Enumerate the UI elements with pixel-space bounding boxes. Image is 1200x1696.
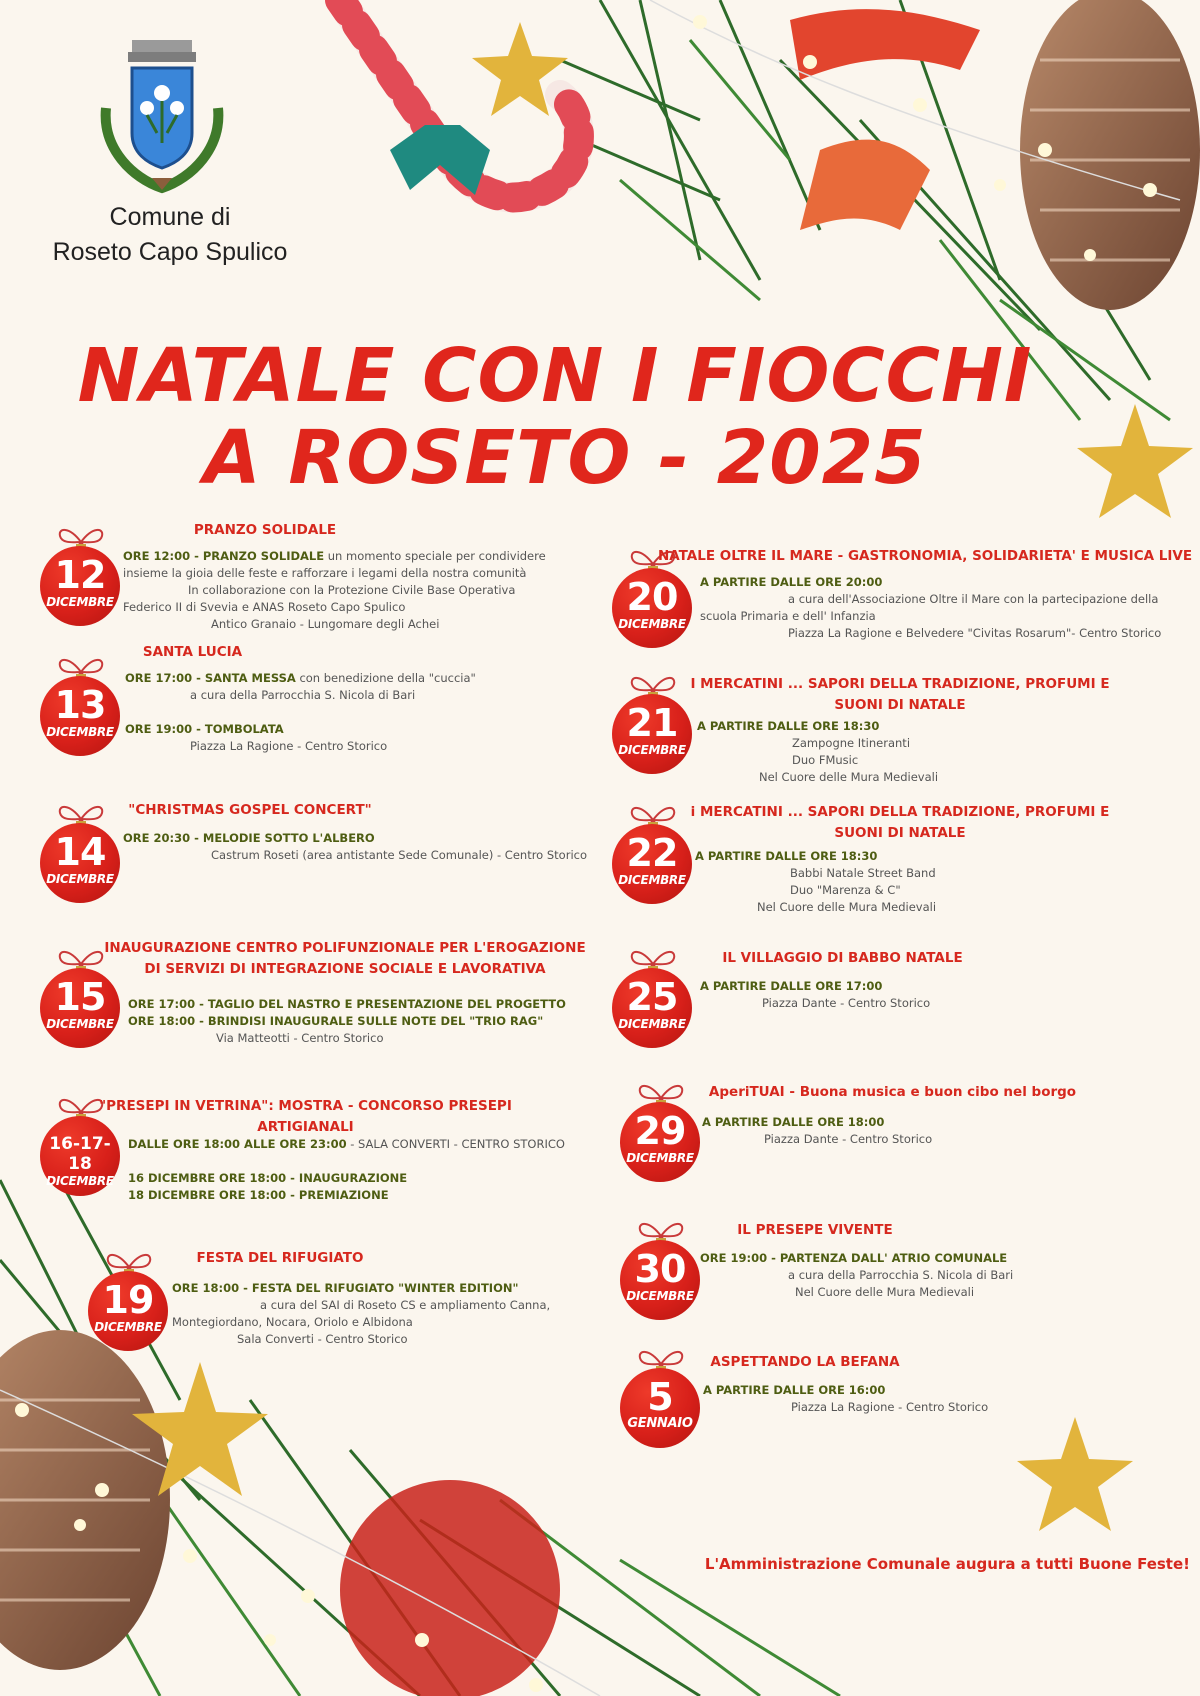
- date-month: DICEMBRE: [618, 743, 686, 757]
- event-title-line: AperiTUAI - Buona musica e buon cibo nel borgo: [708, 1084, 1077, 1100]
- date-ornament: [40, 652, 122, 760]
- event-time: 16 DICEMBRE ORE 18:00 - INAUGURAZIONE: [128, 1171, 408, 1185]
- event-text: Federico II di Svevia e ANAS Roseto Capo Spulico: [123, 600, 406, 614]
- event-time: DALLE ORE 18:00 ALLE ORE 23:00: [128, 1137, 347, 1151]
- event-title: [85, 938, 605, 980]
- event-detail-line: [128, 1187, 565, 1204]
- event-title-line: FESTA DEL RIFUGIATO: [196, 1250, 364, 1266]
- event-detail-line: [123, 830, 587, 847]
- event-time: A PARTIRE DALLE ORE 20:00: [700, 575, 883, 589]
- event-text: Zampogne Itineranti: [792, 736, 911, 750]
- event-details: [128, 1136, 565, 1204]
- date-month: GENNAIO: [627, 1416, 693, 1431]
- date-ball: [40, 546, 120, 626]
- event-time: ORE 12:00 - PRANZO SOLIDALE: [123, 549, 325, 563]
- event-time: A PARTIRE DALLE ORE 18:00: [702, 1115, 885, 1129]
- event-detail-line: [695, 848, 936, 865]
- date-month: DICEMBRE: [46, 725, 114, 739]
- event-text: Piazza La Ragione - Centro Storico: [190, 739, 388, 753]
- page-title: [0, 335, 1110, 499]
- title-line1: NATALE CON I FIOCCHI: [77, 333, 1033, 419]
- date-month: DICEMBRE: [618, 873, 686, 887]
- event-detail-line: [128, 996, 566, 1013]
- event-time: A PARTIRE DALLE ORE 18:30: [695, 849, 878, 863]
- event-detail-line: [695, 899, 936, 916]
- event-title-line: "CHRISTMAS GOSPEL CONCERT": [128, 802, 372, 818]
- event-text: a cura dell'Associazione Oltre il Mare con la partecipazione della: [788, 592, 1159, 606]
- event-time: A PARTIRE DALLE ORE 16:00: [703, 1383, 886, 1397]
- event-title-line: I MERCATINI ... SAPORI DELLA TRADIZIONE, PROFUMI E: [690, 676, 1110, 692]
- event-text: Piazza La Ragione e Belvedere "Civitas Rosarum"- Centro Storico: [788, 626, 1162, 640]
- gold-star-icon: [470, 20, 570, 120]
- event-details: [703, 1382, 988, 1416]
- event-text: un momento speciale per condividere: [324, 549, 546, 563]
- event-detail-line: [128, 1153, 565, 1170]
- date-ball: [40, 676, 120, 756]
- date-ball: [620, 1368, 700, 1448]
- event-text: - SALA CONVERTI - CENTRO STORICO: [346, 1137, 565, 1151]
- event-detail-line: [123, 548, 546, 565]
- event-title-line: IL VILLAGGIO DI BABBO NATALE: [722, 950, 963, 966]
- date-ball: [620, 1240, 700, 1320]
- event-detail-line: [697, 718, 938, 735]
- event-title: [685, 1220, 945, 1241]
- event-title-line: i MERCATINI ... SAPORI DELLA TRADIZIONE, PROFUMI E: [690, 804, 1110, 820]
- event-text: Nel Cuore delle Mura Medievali: [757, 900, 937, 914]
- event-detail-line: [125, 721, 476, 738]
- event-title-line: ASPETTANDO LA BEFANA: [710, 1354, 900, 1370]
- event-text: Montegiordano, Nocara, Oriolo e Albidona: [172, 1315, 413, 1329]
- event-details: [123, 830, 587, 864]
- event-detail-line: [700, 608, 1161, 625]
- event-detail-line: [123, 565, 546, 582]
- event-detail-line: [125, 738, 476, 755]
- event-title-line: DI SERVIZI DI INTEGRAZIONE SOCIALE E LAVORATIVA: [144, 961, 546, 977]
- event-title: [675, 948, 1010, 969]
- date-month: DICEMBRE: [618, 1017, 686, 1031]
- event-details: [702, 1114, 932, 1148]
- event-detail-line: [125, 704, 476, 721]
- event-detail-line: [695, 882, 936, 899]
- event-details: [700, 574, 1161, 642]
- event-detail-line: [172, 1331, 550, 1348]
- event-detail-line: [703, 1382, 988, 1399]
- event-detail-line: [123, 616, 546, 633]
- event-title: [655, 802, 1145, 844]
- event-title: [140, 1248, 420, 1269]
- municipality-name: [20, 200, 320, 270]
- event-title: [685, 1352, 925, 1373]
- event-text: Piazza Dante - Centro Storico: [764, 1132, 933, 1146]
- date-ball: [620, 1102, 700, 1182]
- date-day: 15: [54, 975, 106, 1019]
- date-day: 25: [626, 975, 678, 1019]
- event-title-line: SUONI DI NATALE: [834, 825, 966, 841]
- event-text: Sala Converti - Centro Storico: [237, 1332, 408, 1346]
- event-text: Babbi Natale Street Band: [790, 866, 936, 880]
- event-title-line: ARTIGIANALI: [257, 1119, 354, 1135]
- event-detail-line: [700, 995, 930, 1012]
- event-title: [650, 546, 1200, 567]
- date-ball: [40, 968, 120, 1048]
- event-text: Duo FMusic: [792, 753, 859, 767]
- event-title: [85, 800, 415, 821]
- date-day: 5: [647, 1375, 673, 1419]
- event-text: Castrum Roseti (area antistante Sede Comunale) - Centro Storico: [211, 848, 588, 862]
- event-details: [172, 1280, 550, 1348]
- event-text: Piazza La Ragione - Centro Storico: [791, 1400, 989, 1414]
- event-detail-line: [172, 1297, 550, 1314]
- comune-line2: Roseto Capo Spulico: [52, 238, 288, 266]
- comune-line1: Comune di: [109, 203, 231, 231]
- event-detail-line: [700, 1284, 1013, 1301]
- event-text: insieme la gioia delle feste e rafforzare i legami della nostra comunità: [123, 566, 527, 580]
- event-time: ORE 20:30 - MELODIE SOTTO L'ALBERO: [123, 831, 375, 845]
- event-time: A PARTIRE DALLE ORE 18:30: [697, 719, 880, 733]
- event-text: Via Matteotti - Centro Storico: [216, 1031, 384, 1045]
- event-title: [70, 642, 315, 663]
- event-title-line: SANTA LUCIA: [142, 644, 243, 660]
- event-title-line: INAUGURAZIONE CENTRO POLIFUNZIONALE PER L'EROGAZIONE: [104, 940, 586, 956]
- event-time: ORE 17:00 - TAGLIO DEL NASTRO E PRESENTAZIONE DEL PROGETTO: [128, 997, 566, 1011]
- event-title: [85, 520, 445, 541]
- event-detail-line: [123, 847, 587, 864]
- event-detail-line: [695, 865, 936, 882]
- event-title: [655, 674, 1145, 716]
- event-detail-line: [697, 769, 938, 786]
- date-day: 19: [102, 1278, 154, 1322]
- date-month: DICEMBRE: [46, 1017, 114, 1031]
- event-detail-line: [128, 1013, 566, 1030]
- date-day: 21: [626, 701, 678, 745]
- date-month: DICEMBRE: [626, 1151, 694, 1165]
- event-detail-line: [172, 1280, 550, 1297]
- event-text: a cura del SAI di Roseto CS e ampliamento Canna,: [260, 1298, 551, 1312]
- closing-greeting: L'Amministrazione Comunale augura a tutti Buone Feste!: [704, 1555, 1190, 1573]
- event-title: [675, 1082, 1110, 1103]
- event-text: Duo "Marenza & C": [790, 883, 901, 897]
- date-month: DICEMBRE: [46, 872, 114, 886]
- event-detail-line: [128, 1136, 565, 1153]
- event-text: scuola Primaria e dell' Infanzia: [700, 609, 876, 623]
- date-day: 22: [626, 831, 678, 875]
- event-detail-line: [125, 687, 476, 704]
- event-detail-line: [123, 599, 546, 616]
- event-detail-line: [700, 625, 1161, 642]
- event-title: [88, 1096, 523, 1138]
- event-text: In collaborazione con la Protezione Civile Base Operativa: [188, 583, 516, 597]
- event-detail-line: [697, 735, 938, 752]
- event-text: Nel Cuore delle Mura Medievali: [795, 1285, 975, 1299]
- date-ball: [88, 1271, 168, 1351]
- event-title-line: "PRESEPI IN VETRINA": MOSTRA - CONCORSO PRESEPI: [99, 1098, 512, 1114]
- date-month: DICEMBRE: [618, 617, 686, 631]
- date-day: 20: [626, 575, 678, 619]
- event-title-line: IL PRESEPE VIVENTE: [737, 1222, 893, 1238]
- event-time: A PARTIRE DALLE ORE 17:00: [700, 979, 883, 993]
- event-time: 18 DICEMBRE ORE 18:00 - PREMIAZIONE: [128, 1188, 389, 1202]
- event-detail-line: [700, 1250, 1013, 1267]
- date-day: 13: [54, 683, 106, 727]
- title-line2: A ROSETO - 2025: [203, 415, 927, 501]
- event-detail-line: [697, 752, 938, 769]
- event-details: [695, 848, 936, 916]
- event-time: ORE 18:00 - BRINDISI INAUGURALE SULLE NOTE DEL "TRIO RAG": [128, 1014, 544, 1028]
- event-detail-line: [703, 1399, 988, 1416]
- date-day: 30: [634, 1247, 686, 1291]
- event-text: Nel Cuore delle Mura Medievali: [759, 770, 939, 784]
- date-ball: [612, 968, 692, 1048]
- event-details: [123, 548, 546, 633]
- event-text: Piazza Dante - Centro Storico: [762, 996, 931, 1010]
- event-title-line: SUONI DI NATALE: [834, 697, 966, 713]
- event-time: ORE 19:00 - TOMBOLATA: [125, 722, 284, 736]
- gold-star-icon: [1015, 1415, 1135, 1535]
- date-day: 29: [634, 1109, 686, 1153]
- event-time: ORE 18:00 - FESTA DEL RIFUGIATO "WINTER EDITION": [172, 1281, 519, 1295]
- date-month: DICEMBRE: [94, 1320, 162, 1334]
- date-month: DICEMBRE: [46, 1174, 114, 1188]
- event-detail-line: [172, 1314, 550, 1331]
- event-detail-line: [702, 1114, 932, 1131]
- event-detail-line: [128, 1030, 566, 1047]
- event-text: a cura della Parrocchia S. Nicola di Bari: [788, 1268, 1014, 1282]
- event-detail-line: [123, 582, 546, 599]
- event-detail-line: [125, 670, 476, 687]
- event-details: [125, 670, 476, 755]
- event-detail-line: [700, 591, 1161, 608]
- date-day: 12: [54, 553, 106, 597]
- event-title-line: PRANZO SOLIDALE: [193, 522, 337, 538]
- event-details: [697, 718, 938, 786]
- event-text: a cura della Parrocchia S. Nicola di Bari: [190, 688, 416, 702]
- event-time: ORE 17:00 - SANTA MESSA: [125, 671, 296, 685]
- event-detail-line: [700, 978, 930, 995]
- event-text: Antico Granaio - Lungomare degli Achei: [211, 617, 440, 631]
- event-details: [128, 996, 566, 1047]
- event-title-line: NATALE OLTRE IL MARE - GASTRONOMIA, SOLIDARIETA' E MUSICA LIVE: [657, 548, 1193, 564]
- date-day: 16-17-18: [49, 1134, 111, 1174]
- event-detail-line: [700, 574, 1161, 591]
- date-day: 14: [54, 830, 106, 874]
- date-ball: [612, 568, 692, 648]
- event-detail-line: [128, 1170, 565, 1187]
- event-detail-line: [702, 1131, 932, 1148]
- gold-star-icon: [130, 1360, 270, 1500]
- date-ball: [40, 823, 120, 903]
- date-month: DICEMBRE: [626, 1289, 694, 1303]
- event-details: [700, 978, 930, 1012]
- event-time: ORE 19:00 - PARTENZA DALL' ATRIO COMUNALE: [700, 1251, 1008, 1265]
- event-details: [700, 1250, 1013, 1301]
- event-detail-line: [700, 1267, 1013, 1284]
- date-month: DICEMBRE: [46, 595, 114, 609]
- event-text: con benedizione della "cuccia": [295, 671, 476, 685]
- municipal-crest-icon: [92, 38, 232, 198]
